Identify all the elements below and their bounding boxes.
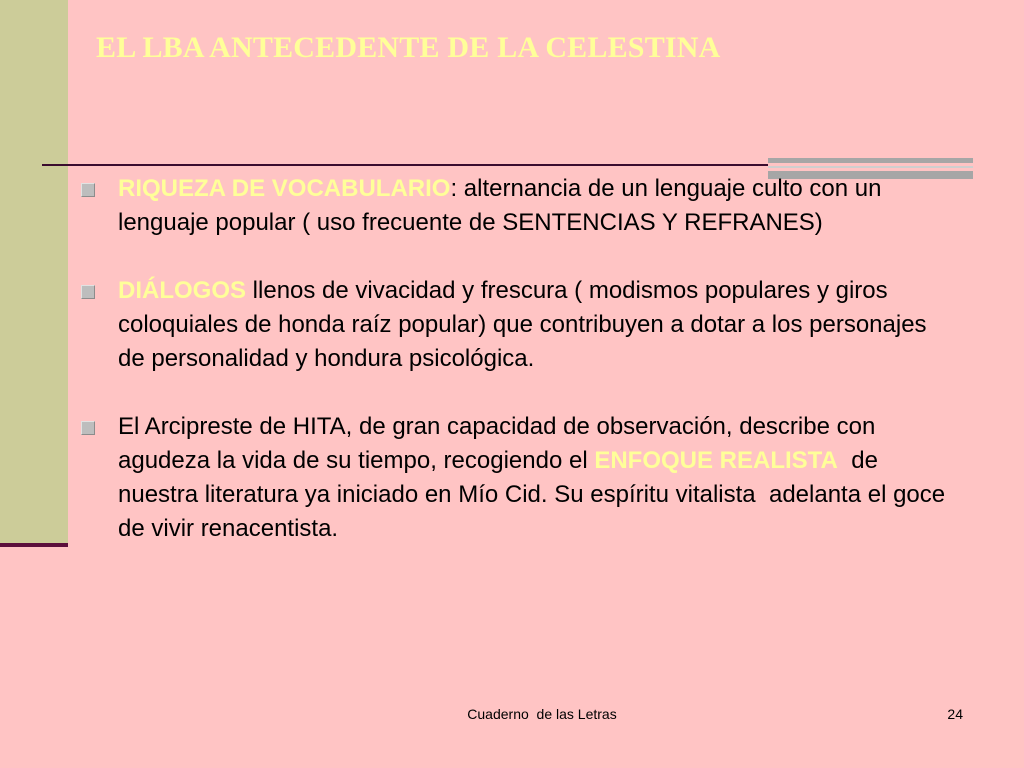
- square-bullet-icon: [81, 421, 95, 435]
- bullet-text-vocabulario: : alternancia de un lenguaje culto con un lenguaje popular ( uso frecuente de SENTENCIAS Y REFRANES): [118, 175, 882, 236]
- bullet-text-arcipreste-start: El Arcipreste de HITA, de gran capacidad de observación, describe con agudeza la vida de su tiempo, recogiendo el: [118, 413, 876, 474]
- square-bullet-icon: [81, 183, 95, 197]
- square-bullet-icon: [81, 285, 95, 299]
- bullet-item-arcipreste: [77, 410, 957, 546]
- highlight-vocabulario: RIQUEZA DE VOCABULARIO: [118, 175, 451, 202]
- bullet-list: [77, 172, 957, 580]
- divider-grey-stripe-middle: [768, 166, 973, 168]
- bullet-item-dialogos: [77, 274, 957, 376]
- side-decoration-bar: [0, 0, 68, 543]
- bullet-text-dialogos: llenos de vivacidad y frescura ( modismos populares y giros coloquiales de honda raíz popular) que contribuyen a dotar a los personajes de personalidad y hondura psicológica.: [118, 277, 927, 372]
- footer-title: Cuaderno de las Letras: [467, 706, 617, 722]
- page-number: 24: [947, 706, 963, 722]
- title-divider: [42, 164, 768, 166]
- slide-title: EL LBA ANTECEDENTE DE LA CELESTINA: [96, 31, 721, 64]
- highlight-dialogos: DIÁLOGOS: [118, 277, 247, 304]
- side-accent-line: [0, 543, 68, 547]
- bullet-item-vocabulario: [77, 172, 957, 240]
- bullet-text-arcipreste-end: de nuestra literatura ya iniciado en Mío Cid. Su espíritu vitalista adelanta el goce de vivir renacentista.: [118, 447, 952, 542]
- highlight-enfoque-realista: ENFOQUE REALISTA: [594, 447, 838, 474]
- divider-grey-stripe-top: [768, 158, 973, 163]
